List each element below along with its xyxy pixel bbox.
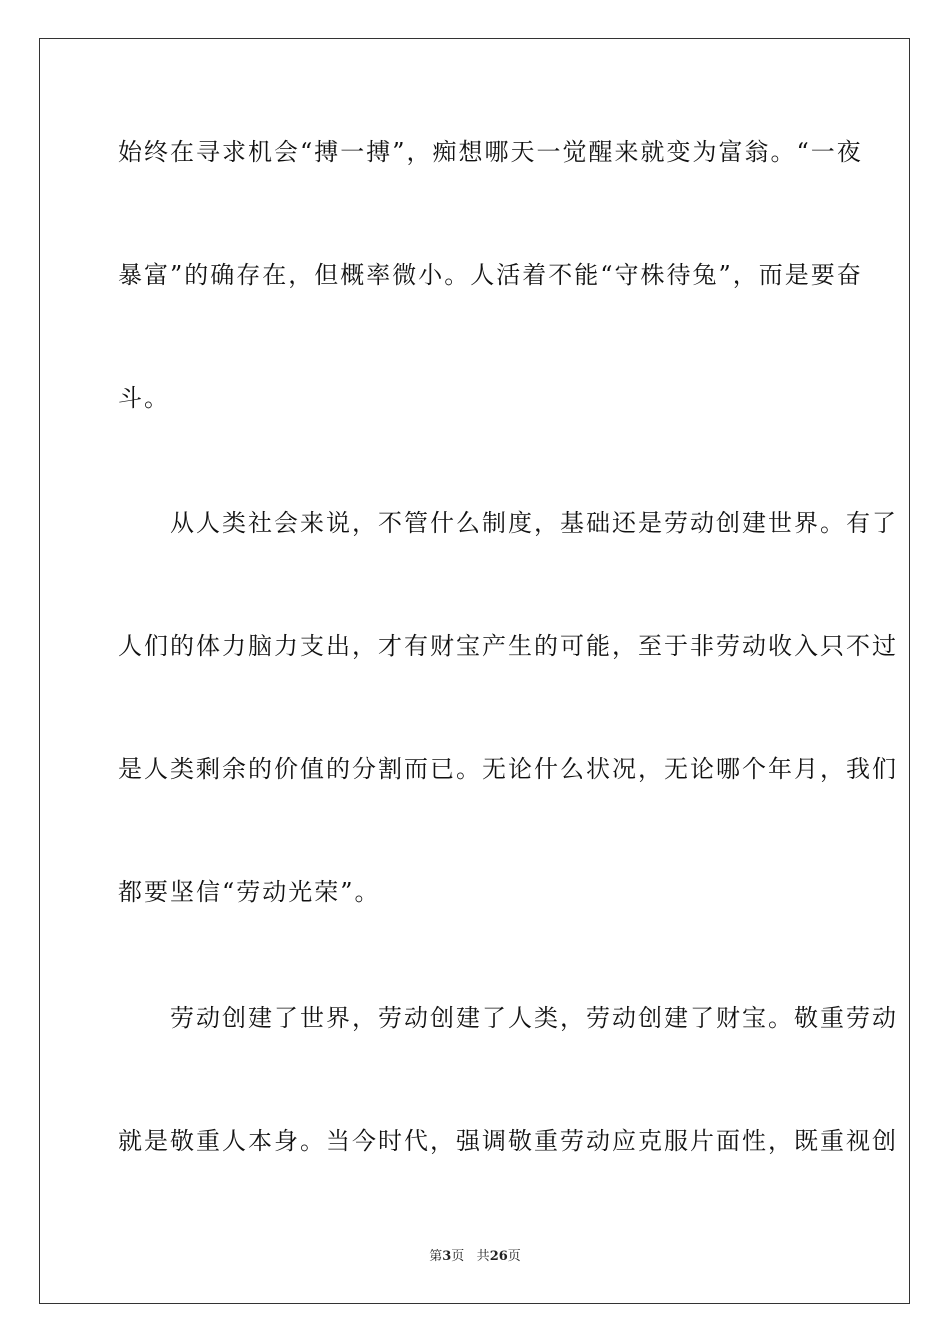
footer-page-prefix: 第 — [429, 1249, 443, 1264]
page-footer — [0, 1248, 950, 1266]
footer-total-suffix: 页 — [507, 1249, 521, 1264]
paragraph-1-line-3: 斗。 — [118, 384, 170, 412]
footer-page-number: 3 — [442, 1249, 452, 1264]
paragraph-1-line-2: 暴富”的确存在，但概率微小。人活着不能“守株待兔”，而是要奋 — [118, 261, 863, 289]
paragraph-2-line-2: 人们的体力脑力支出，才有财宝产生的可能，至于非劳动收入只不过 — [118, 632, 898, 660]
paragraph-3-line-1: 劳动创建了世界，劳动创建了人类，劳动创建了财宝。敬重劳动 — [118, 1004, 898, 1032]
page-border — [39, 38, 910, 1304]
footer-total-prefix: 共 — [476, 1249, 490, 1264]
paragraph-2-line-1: 从人类社会来说，不管什么制度，基础还是劳动创建世界。有了 — [118, 509, 898, 537]
footer-total-pages: 26 — [489, 1249, 508, 1264]
paragraph-1-line-1: 始终在寻求机会“搏一搏”，痴想哪天一觉醒来就变为富翁。“一夜 — [118, 138, 863, 166]
paragraph-3-line-2: 就是敬重人本身。当今时代，强调敬重劳动应克服片面性，既重视创 — [118, 1127, 898, 1155]
paragraph-2-line-3: 是人类剩余的价值的分割而已。无论什么状况，无论哪个年月，我们 — [118, 755, 898, 783]
footer-page-suffix: 页 — [451, 1249, 465, 1264]
paragraph-2-line-4: 都要坚信“劳动光荣”。 — [118, 878, 381, 906]
